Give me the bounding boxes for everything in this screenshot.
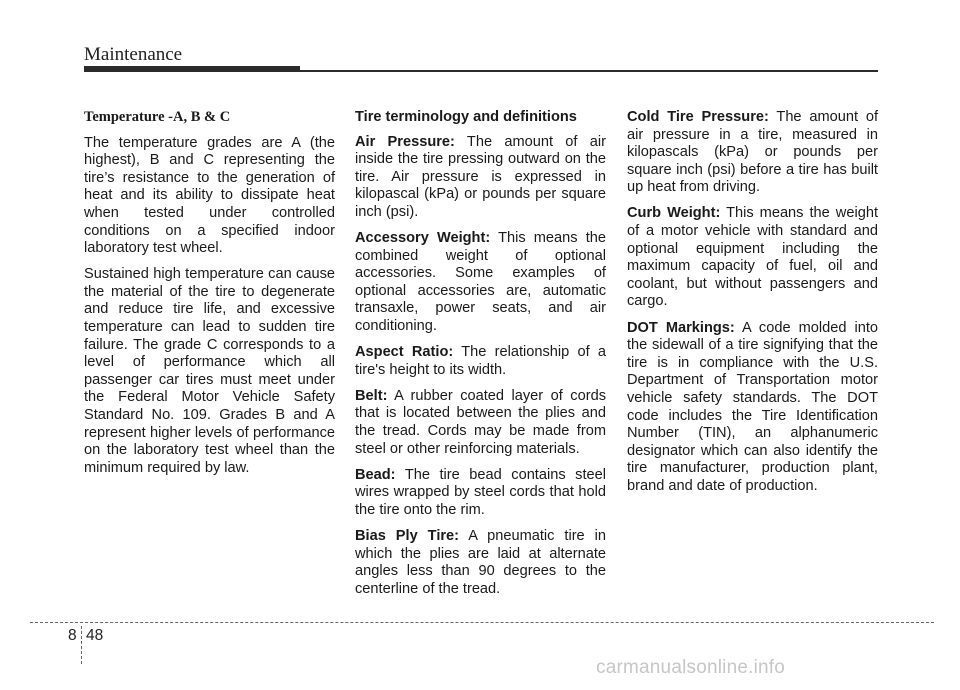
definition-curb-weight (627, 205, 878, 311)
section-heading-terminology: Tire terminology and definitions (355, 109, 577, 125)
definition-accessory-weight (355, 230, 606, 336)
page-header-title: Maintenance (84, 44, 183, 65)
section-heading-temperature: Temperature -A, B & C (84, 109, 231, 125)
column-left (84, 109, 335, 486)
definition-cold-tire-pressure (627, 109, 878, 197)
footer-divider (30, 622, 934, 623)
header-rule-thin (300, 70, 878, 72)
definition-bead (355, 467, 606, 520)
definition-bias-ply-tire (355, 528, 606, 598)
definition-text: The amount of air pressure in a tire, measured in kilopascals (kPa) or pounds per square inch (psi) before a tire has built up heat from driving. (627, 109, 878, 196)
paragraph: The temperature grades are A (the highest), B and C representing the tire’s resistance to the generation of heat and its ability to dissipate heat when tested under controlled conditions on a specified indoor laboratory test wheel. (84, 134, 335, 257)
page-number: 48 (86, 627, 104, 644)
header-rule-thick (84, 66, 300, 72)
definition-text: The amount of air inside the tire pressing outward on the tire. Air pressure is expressed in kilopascal (kPa) or pounds per square inch (psi). (355, 133, 606, 220)
definition-text: The relationship of a tire's height to its width. (355, 344, 607, 378)
footer-page-divider (81, 626, 82, 664)
definition-term: Accessory Weight: (355, 230, 491, 247)
definition-term: Bias Ply Tire: (355, 527, 460, 544)
definition-air-pressure (355, 134, 606, 222)
definition-dot-markings (627, 320, 878, 496)
definition-text: A code molded into the sidewall of a tire signifying that the tire is in compliance with the U.S. Department of Transportation motor vehicle safety standards. The DOT code includes the Tire Identification Number (TIN), an alphanumeric designator which can also identify the tire manufacturer, production plant, brand and date of production. (627, 319, 879, 494)
definition-term: Air Pressure: (355, 133, 455, 150)
definition-term: Cold Tire Pressure: (627, 109, 769, 125)
definition-text: A pneumatic tire in which the plies are laid at alternate angles less than 90 degrees to the centerline of the tread. (355, 527, 607, 597)
definition-text: This means the weight of a motor vehicle with standard and optional equipment including the maximum capacity of fuel, oil and coolant, but without passengers and cargo. (627, 205, 878, 310)
definition-text: The tire bead contains steel wires wrapped by steel cords that hold the tire onto the rim. (355, 466, 606, 518)
column-middle (355, 109, 606, 607)
definition-text: This means the combined weight of optional accessories. Some examples of optional accessories are, automatic transaxle, power seats, and air conditioning. (355, 230, 606, 335)
definition-term: Aspect Ratio: (355, 344, 454, 361)
chapter-number: 8 (68, 627, 77, 644)
definition-text: A rubber coated layer of cords that is located between the plies and the tread. Cords may be made from steel or other reinforcing materials. (355, 387, 606, 457)
column-right (627, 109, 878, 504)
definition-belt (355, 388, 606, 458)
watermark: carmanualsonline.info (596, 657, 786, 678)
paragraph: Sustained high temperature can cause the material of the tire to degenerate and reduce tire life, and excessive temperature can lead to sudden tire failure. The grade C corresponds to a level of performance which all passenger car tires must meet under the Federal Motor Vehicle Safety Standard No. 109. Grades B and A represent higher levels of performance on the laboratory test wheel than the minimum required by law. (84, 266, 335, 476)
definition-aspect-ratio (355, 344, 606, 379)
definition-term: Bead: (355, 466, 396, 483)
definition-term: DOT Markings: (627, 319, 735, 336)
definition-term: Curb Weight: (627, 205, 721, 222)
definition-term: Belt: (355, 387, 388, 404)
